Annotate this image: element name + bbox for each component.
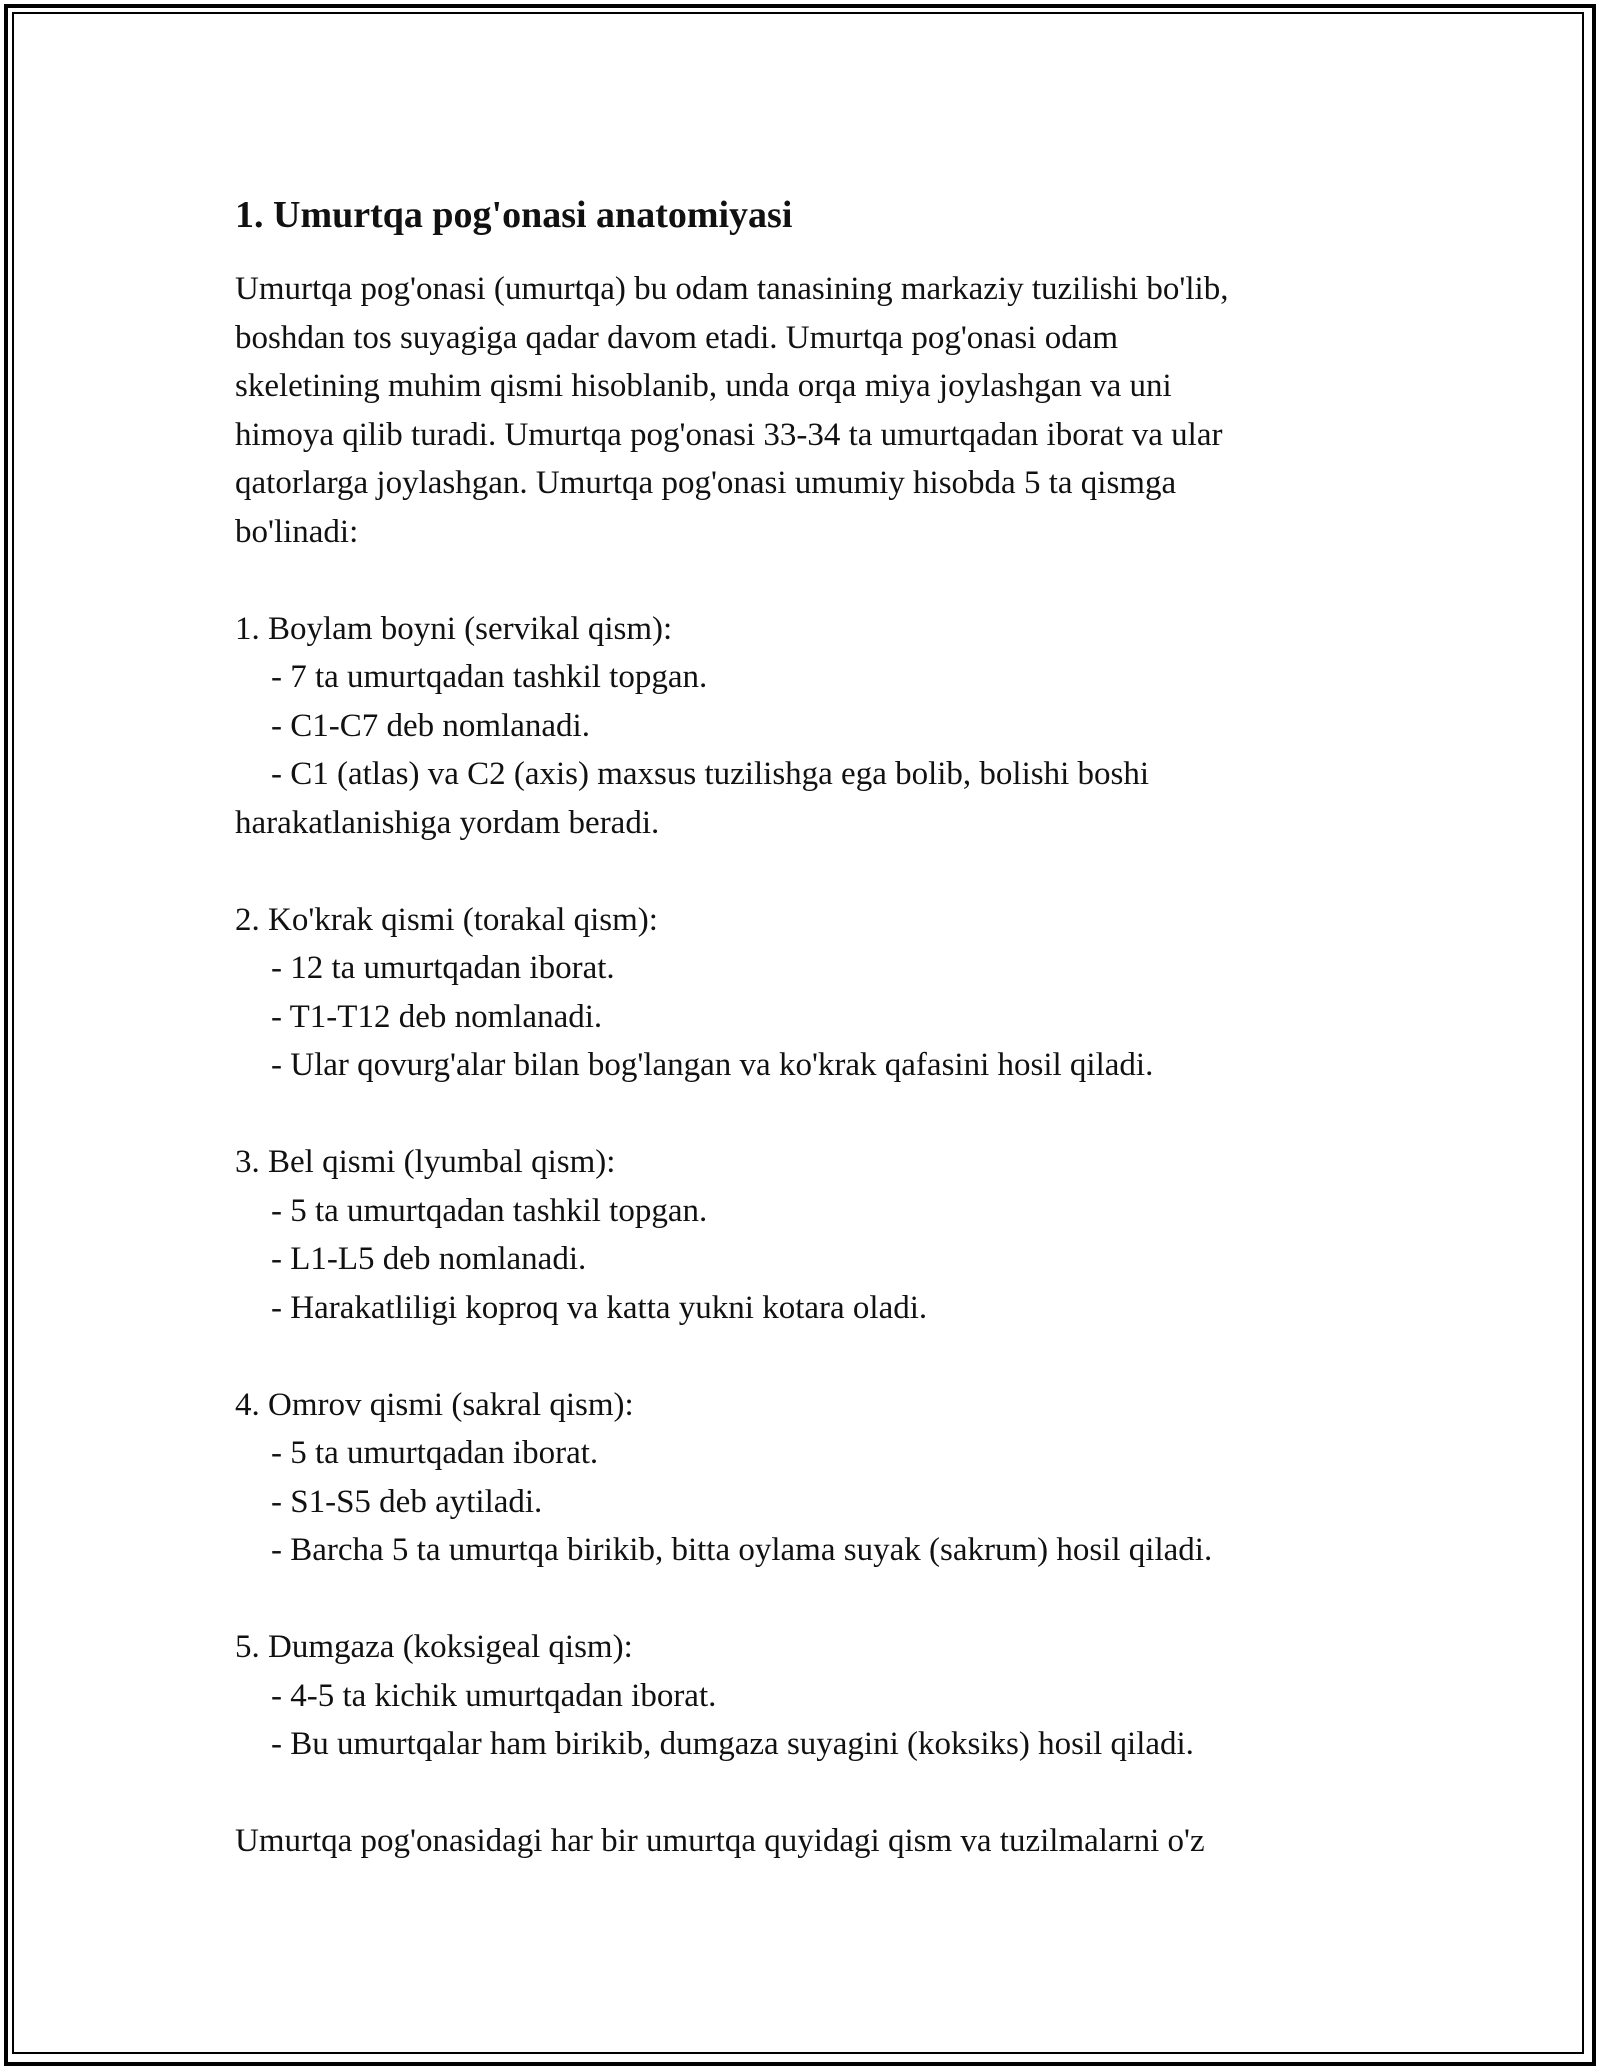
intro-line: bo'linadi:	[235, 513, 359, 550]
list-section-title: 1. Boylam boyni (servikal qism):	[235, 610, 673, 647]
list-item: - Bu umurtqalar ham birikib, dumgaza suyagini (koksiks) hosil qiladi.	[271, 1726, 1194, 1762]
list-item: - 12 ta umurtqadan iborat.	[271, 950, 615, 986]
list-item: - 5 ta umurtqadan tashkil topgan.	[271, 1192, 708, 1229]
list-item: - 5 ta umurtqadan iborat.	[271, 1435, 599, 1471]
list-section-title: 4. Omrov qismi (sakral qism):	[235, 1386, 634, 1423]
document-body	[235, 190, 1415, 1866]
intro-line: qatorlarga joylashgan. Umurtqa pog'onasi umumiy hisobda 5 ta qismga	[235, 465, 1177, 501]
list-section-title: 5. Dumgaza (koksigeal qism):	[235, 1629, 633, 1665]
section-heading: 1. Umurtqa pog'onasi anatomiyasi	[235, 194, 793, 236]
list-section-sacral	[235, 1381, 1415, 1575]
list-section-thoracic	[235, 896, 1415, 1090]
list-item: - Harakatliligi koproq va katta yukni kotara oladi.	[271, 1289, 928, 1326]
list-item: - C1 (atlas) va C2 (axis) maxsus tuzilishga ega bolib, bolishi boshi	[271, 756, 1150, 792]
list-section-title: 2. Ko'krak qismi (torakal qism):	[235, 901, 658, 938]
list-item: - Ular qovurg'alar bilan bog'langan va ko'krak qafasini hosil qiladi.	[271, 1047, 1154, 1083]
closing-paragraph: Umurtqa pog'onasidagi har bir umurtqa quyidagi qism va tuzilmalarni o'z	[235, 1823, 1205, 1859]
list-item: - 7 ta umurtqadan tashkil topgan.	[271, 659, 708, 695]
list-item: - L1-L5 deb nomlanadi.	[271, 1241, 587, 1277]
intro-line: Umurtqa pog'onasi (umurtqa) bu odam tanasining markaziy tuzilishi bo'lib,	[235, 271, 1229, 307]
list-item: - 4-5 ta kichik umurtqadan iborat.	[271, 1677, 717, 1714]
list-section-coccygeal	[235, 1623, 1415, 1769]
list-section-lumbar	[235, 1138, 1415, 1332]
list-item: - T1-T12 deb nomlanadi.	[271, 998, 603, 1035]
intro-line: boshdan tos suyagiga qadar davom etadi. Umurtqa pog'onasi odam	[235, 319, 1119, 356]
list-item: - S1-S5 deb aytiladi.	[271, 1483, 543, 1520]
intro-line: himoya qilib turadi. Umurtqa pog'onasi 33-34 ta umurtqadan iborat va ular	[235, 416, 1223, 453]
list-section-cervical	[235, 605, 1415, 848]
intro-paragraph	[235, 265, 1415, 556]
list-section-title: 3. Bel qismi (lyumbal qism):	[235, 1144, 616, 1180]
list-item-continuation: harakatlanishiga yordam beradi.	[235, 804, 660, 841]
list-item: - C1-C7 deb nomlanadi.	[271, 707, 590, 744]
intro-line: skeletining muhim qismi hisoblanib, unda orqa miya joylashgan va uni	[235, 368, 1172, 404]
list-item: - Barcha 5 ta umurtqa birikib, bitta oylama suyak (sakrum) hosil qiladi.	[271, 1532, 1213, 1568]
